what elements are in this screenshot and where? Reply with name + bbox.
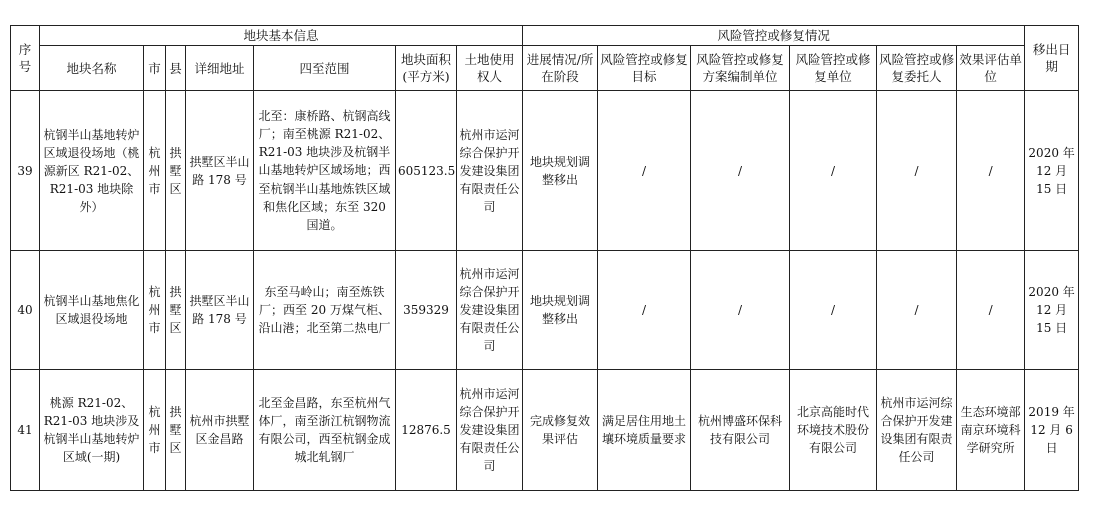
cell-client: / <box>877 91 957 251</box>
cell-address: 杭州市拱墅区金昌路 <box>186 370 254 491</box>
cell-city: 杭州市 <box>144 251 166 370</box>
header-goal: 风险管控或修复目标 <box>598 46 691 91</box>
header-index: 序号 <box>11 26 40 91</box>
header-progress: 进展情况/所在阶段 <box>523 46 598 91</box>
cell-removal-date: 2019 年 12 月 6 日 <box>1025 370 1079 491</box>
group-header-risk-control: 风险管控或修复情况 <box>523 26 1025 46</box>
header-owner: 土地使用权人 <box>457 46 523 91</box>
cell-eval-unit: / <box>957 91 1025 251</box>
cell-client: / <box>877 251 957 370</box>
cell-repair-unit: / <box>790 91 877 251</box>
header-city: 市 <box>144 46 166 91</box>
cell-progress: 地块规划调整移出 <box>523 251 598 370</box>
cell-county: 拱墅区 <box>166 91 186 251</box>
cell-goal: / <box>598 251 691 370</box>
cell-name: 杭钢半山基地转炉区域退役场地（桃源新区 R21-02、R21-03 地块除外） <box>40 91 144 251</box>
cell-progress: 完成修复效果评估 <box>523 370 598 491</box>
cell-progress: 地块规划调整移出 <box>523 91 598 251</box>
header-repair-unit: 风险管控或修复单位 <box>790 46 877 91</box>
cell-goal: 满足居住用地土壤环境质量要求 <box>598 370 691 491</box>
table-row <box>11 91 1079 251</box>
cell-goal: / <box>598 91 691 251</box>
cell-index: 39 <box>11 91 40 251</box>
cell-scope: 北至：康桥路、杭钢高线厂；南至桃源 R21-02、R21-03 地块涉及杭钢半山基地转炉区域场地；西至杭钢半山基地炼铁区域和焦化区域；东至 320 国道。 <box>254 91 396 251</box>
cell-index: 41 <box>11 370 40 491</box>
cell-index: 40 <box>11 251 40 370</box>
header-scope: 四至范围 <box>254 46 396 91</box>
cell-owner: 杭州市运河综合保护开发建设集团有限责任公司 <box>457 91 523 251</box>
cell-repair-unit: / <box>790 251 877 370</box>
cell-county: 拱墅区 <box>166 251 186 370</box>
cell-city: 杭州市 <box>144 370 166 491</box>
cell-address: 拱墅区半山路 178 号 <box>186 91 254 251</box>
contaminated-land-table <box>10 25 1079 491</box>
header-eval-unit: 效果评估单位 <box>957 46 1025 91</box>
cell-name: 桃源 R21-02、R21-03 地块涉及杭钢半山基地转炉区域(一期) <box>40 370 144 491</box>
cell-eval-unit: / <box>957 251 1025 370</box>
cell-area: 605123.5 <box>396 91 457 251</box>
cell-plan-unit: / <box>691 91 790 251</box>
cell-removal-date: 2020 年 12 月 15 日 <box>1025 251 1079 370</box>
header-plan-unit: 风险管控或修复方案编制单位 <box>691 46 790 91</box>
header-area: 地块面积(平方米) <box>396 46 457 91</box>
header-county: 县 <box>166 46 186 91</box>
cell-county: 拱墅区 <box>166 370 186 491</box>
cell-scope: 北至金昌路，东至杭州气体厂，南至浙江杭钢物流有限公司，西至杭钢金成城北轧钢厂 <box>254 370 396 491</box>
cell-area: 359329 <box>396 251 457 370</box>
cell-area: 12876.5 <box>396 370 457 491</box>
header-address: 详细地址 <box>186 46 254 91</box>
cell-scope: 东至马岭山；南至炼铁厂；西至 20 万煤气柜、沿山港；北至第二热电厂 <box>254 251 396 370</box>
cell-city: 杭州市 <box>144 91 166 251</box>
cell-owner: 杭州市运河综合保护开发建设集团有限责任公司 <box>457 251 523 370</box>
cell-address: 拱墅区半山路 178 号 <box>186 251 254 370</box>
cell-removal-date: 2020 年 12 月 15 日 <box>1025 91 1079 251</box>
cell-client: 杭州市运河综合保护开发建设集团有限责任公司 <box>877 370 957 491</box>
header-client: 风险管控或修复委托人 <box>877 46 957 91</box>
cell-plan-unit: / <box>691 251 790 370</box>
header-removal-date: 移出日期 <box>1025 26 1079 91</box>
cell-name: 杭钢半山基地焦化区域退役场地 <box>40 251 144 370</box>
cell-owner: 杭州市运河综合保护开发建设集团有限责任公司 <box>457 370 523 491</box>
header-name: 地块名称 <box>40 46 144 91</box>
cell-plan-unit: 杭州博盛环保科技有限公司 <box>691 370 790 491</box>
cell-repair-unit: 北京高能时代环境技术股份有限公司 <box>790 370 877 491</box>
group-header-basic-info: 地块基本信息 <box>40 26 523 46</box>
table-row <box>11 251 1079 370</box>
cell-eval-unit: 生态环境部南京环境科学研究所 <box>957 370 1025 491</box>
table-row <box>11 370 1079 491</box>
